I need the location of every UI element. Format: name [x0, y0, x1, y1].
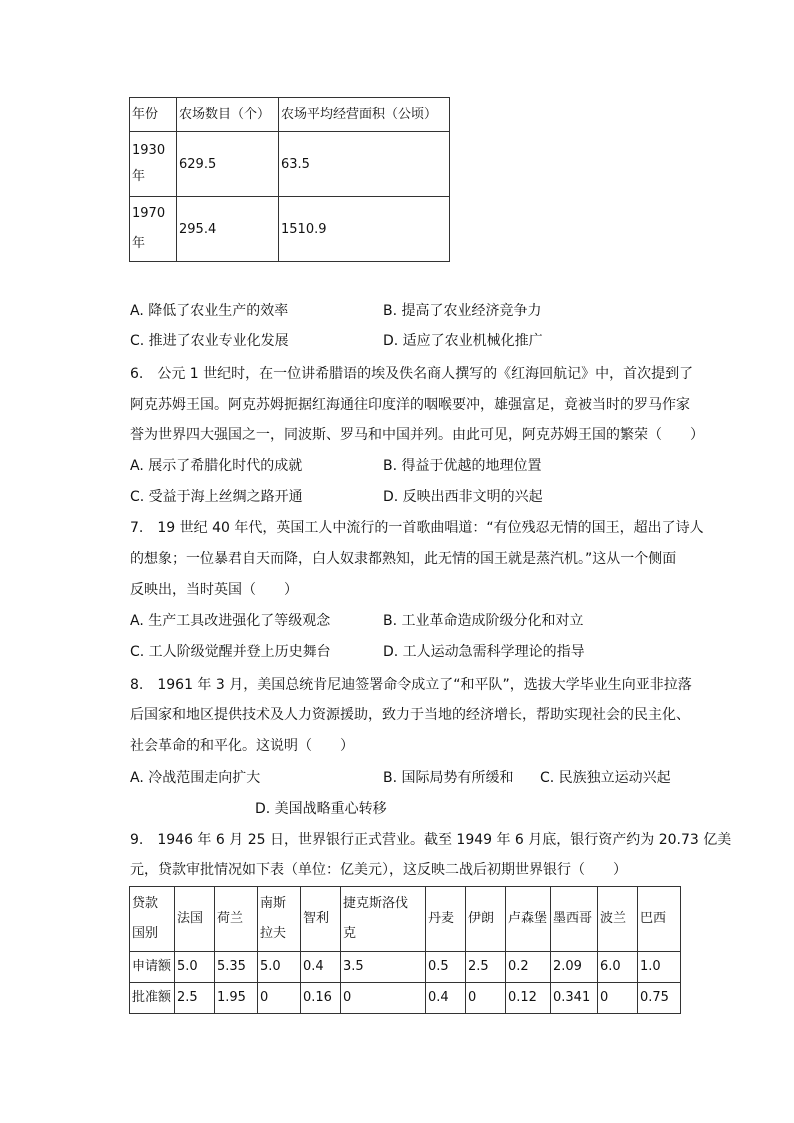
- farm-count-cell: 295.4: [177, 197, 279, 262]
- applied-cell: 1.0: [638, 952, 681, 983]
- q8-option-a: A. 冷战范围走向扩大: [130, 770, 261, 786]
- q5-option-d: D. 适应了农业机械化推广: [383, 333, 543, 349]
- approved-cell: 0: [598, 983, 638, 1014]
- approved-cell: 0: [341, 983, 426, 1014]
- applied-cell: 5.0: [175, 952, 215, 983]
- q5-option-a: A. 降低了农业生产的效率: [130, 303, 289, 319]
- approved-cell: 0.12: [506, 983, 551, 1014]
- year-cell: 1930 年: [130, 132, 177, 197]
- header-country: 墨西哥: [551, 887, 598, 952]
- applied-cell: 3.5: [341, 952, 426, 983]
- applied-cell: 2.5: [466, 952, 506, 983]
- header-country: 伊朗: [466, 887, 506, 952]
- q7-option-a: A. 生产工具改进强化了等级观念: [130, 613, 331, 629]
- applied-cell: 0.4: [301, 952, 341, 983]
- farm-area-cell: 63.5: [279, 132, 450, 197]
- approved-cell: 2.5: [175, 983, 215, 1014]
- approved-cell: 0.75: [638, 983, 681, 1014]
- farm-area-cell: 1510.9: [279, 197, 450, 262]
- q6-stem-line-3: 誉为世界四大强国之一，同波斯、罗马和中国并列。由此可见，阿克苏姆王国的繁荣（ ）: [130, 427, 704, 443]
- applied-cell: 6.0: [598, 952, 638, 983]
- farm-table: [129, 97, 450, 262]
- table-row: [130, 983, 681, 1014]
- header-country: 丹麦: [426, 887, 466, 952]
- header-loan-country: 贷款 国别: [130, 887, 175, 952]
- q6-option-c: C. 受益于海上丝绸之路开通: [130, 489, 303, 505]
- header-country: 荷兰: [215, 887, 258, 952]
- header-country: 智利: [301, 887, 341, 952]
- header-farm-count: 农场数目（个）: [177, 98, 279, 132]
- q7-stem-line-2: 的想象；一位暴君自天而降，白人奴隶都熟知，此无情的国王就是蒸汽机。”这从一个侧面: [130, 551, 677, 567]
- header-country: 南斯 拉夫: [258, 887, 301, 952]
- q7-option-b: B. 工业革命造成阶级分化和对立: [383, 613, 584, 629]
- header-country: 法国: [175, 887, 215, 952]
- q5-option-c: C. 推进了农业专业化发展: [130, 333, 289, 349]
- q7-stem-line-3: 反映出，当时英国（ ）: [130, 582, 298, 598]
- applied-cell: 2.09: [551, 952, 598, 983]
- approved-cell: 1.95: [215, 983, 258, 1014]
- table-row: [130, 952, 681, 983]
- table-row: [130, 132, 450, 197]
- q8-option-c: C. 民族独立运动兴起: [540, 770, 671, 786]
- q6-stem-line-2: 阿克苏姆王国。阿克苏姆扼据红海通往印度洋的咽喉要冲，雄强富足，竟被当时的罗马作家: [130, 397, 690, 413]
- applied-cell: 0.2: [506, 952, 551, 983]
- q7-option-c: C. 工人阶级觉醒并登上历史舞台: [130, 644, 331, 660]
- table-header-row: [130, 887, 681, 952]
- header-year: 年份: [130, 98, 177, 132]
- approved-cell: 0.4: [426, 983, 466, 1014]
- farm-count-cell: 629.5: [177, 132, 279, 197]
- header-country: 捷克斯洛伐 克: [341, 887, 426, 952]
- approved-cell: 0: [258, 983, 301, 1014]
- q6-option-d: D. 反映出西非文明的兴起: [383, 489, 543, 505]
- q6-option-a: A. 展示了希腊化时代的成就: [130, 458, 303, 474]
- q8-option-d: D. 美国战略重心转移: [255, 801, 387, 817]
- header-country: 卢森堡: [506, 887, 551, 952]
- approved-cell: 0.16: [301, 983, 341, 1014]
- q9-stem-line-2: 元，贷款审批情况如下表（单位：亿美元），这反映二战后初期世界银行（ ）: [130, 862, 627, 878]
- q8-option-b: B. 国际局势有所缓和: [383, 770, 514, 786]
- table-row: [130, 197, 450, 262]
- header-farm-area: 农场平均经营面积（公顷）: [279, 98, 450, 132]
- row-label-applied: 申请额: [130, 952, 175, 983]
- approved-cell: 0: [466, 983, 506, 1014]
- table-header-row: [130, 98, 450, 132]
- q6-option-b: B. 得益于优越的地理位置: [383, 458, 542, 474]
- applied-cell: 0.5: [426, 952, 466, 983]
- q8-stem-line-3: 社会革命的和平化。这说明（ ）: [130, 738, 354, 754]
- header-country: 巴西: [638, 887, 681, 952]
- header-country: 波兰: [598, 887, 638, 952]
- q7-option-d: D. 工人运动急需科学理论的指导: [383, 644, 585, 660]
- q8-stem-line-2: 后国家和地区提供技术及人力资源援助，致力于当地的经济增长，帮助实现社会的民主化、: [130, 707, 690, 723]
- row-label-approved: 批准额: [130, 983, 175, 1014]
- applied-cell: 5.0: [258, 952, 301, 983]
- q6-stem-line-1: 6. 公元 1 世纪时，在一位讲希腊语的埃及佚名商人撰写的《红海回航记》中，首次提到了: [130, 366, 694, 382]
- q5-option-b: B. 提高了农业经济竞争力: [383, 303, 542, 319]
- applied-cell: 5.35: [215, 952, 258, 983]
- year-cell: 1970 年: [130, 197, 177, 262]
- loan-table: [129, 886, 681, 1014]
- q8-stem-line-1: 8. 1961 年 3 月，美国总统肯尼迪签署命令成立了“和平队”，选拔大学毕业生向亚非拉落: [130, 677, 692, 693]
- q9-stem-line-1: 9. 1946 年 6 月 25 日，世界银行正式营业。截至 1949 年 6 月底，银行资产约为 20.73 亿美: [130, 832, 732, 848]
- q7-stem-line-1: 7. 19 世纪 40 年代，英国工人中流行的一首歌曲唱道：“有位残忍无情的国王，超出了诗人: [130, 520, 704, 536]
- approved-cell: 0.341: [551, 983, 598, 1014]
